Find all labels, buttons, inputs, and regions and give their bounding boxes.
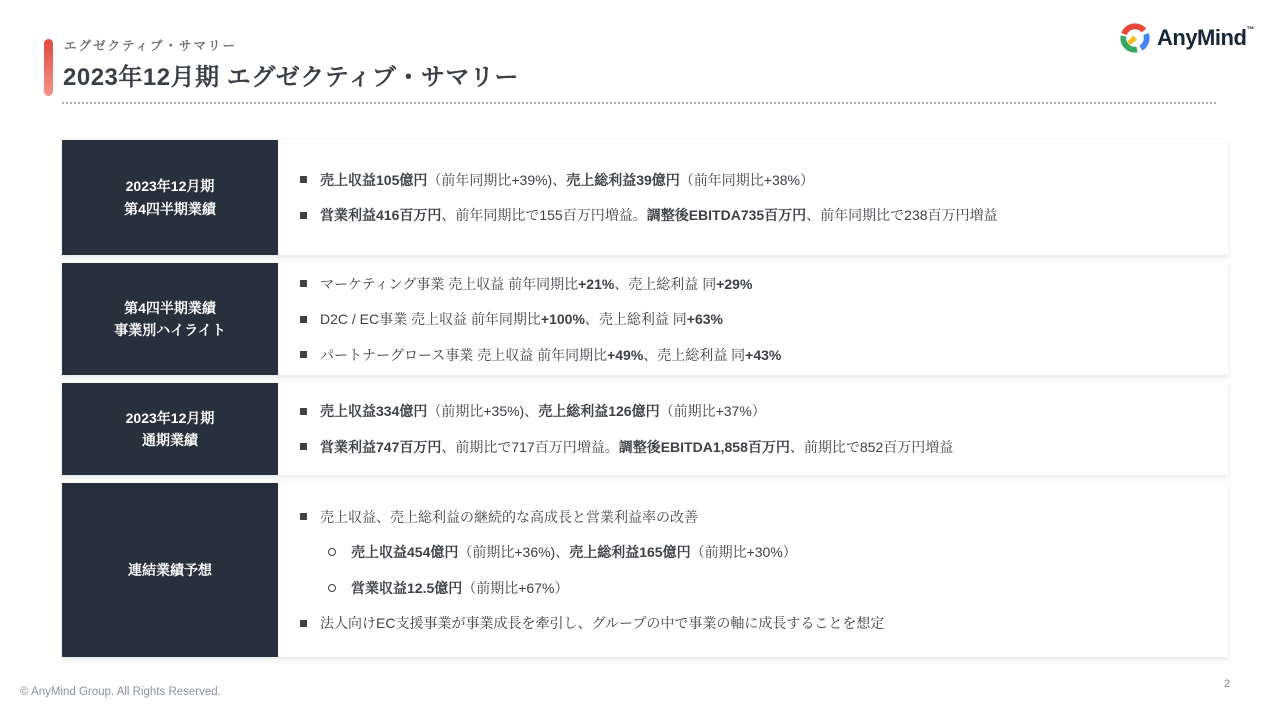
text-segment: （前期比+30%）	[690, 544, 797, 561]
text-segment: 売上収益105億円	[320, 171, 428, 188]
square-bullet-icon	[300, 280, 307, 287]
text-segment: +43%	[745, 346, 782, 363]
copyright-text: © AnyMind Group. All Rights Reserved.	[20, 686, 221, 698]
text-segment: 売上収益454億円	[351, 544, 459, 561]
anymind-logo	[1120, 23, 1254, 53]
text-segment: （前期比+37%）	[659, 403, 766, 420]
square-bullet-icon	[300, 212, 307, 219]
row-label-line: 2023年12月期	[125, 409, 215, 426]
row-content	[280, 263, 1228, 375]
text-segment: +21%	[578, 275, 615, 292]
bullet-text	[320, 613, 884, 633]
text-segment: パートナーグロース事業 売上収益 前年同期比	[320, 346, 608, 363]
text-segment: 、売上総利益 同	[643, 346, 746, 363]
text-segment: 営業利益416百万円	[320, 207, 442, 224]
text-segment: 調整後EBITDA1,858百万円	[618, 438, 790, 455]
bullet-text	[320, 205, 998, 225]
bullet-item	[328, 570, 1204, 606]
row-label	[62, 140, 278, 255]
title-accent-bar	[44, 39, 53, 96]
row-label	[62, 263, 278, 375]
square-bullet-icon	[300, 620, 307, 627]
text-segment: （前期比+35%)、	[427, 403, 539, 420]
row-label-line: 第4四半期業績	[124, 299, 216, 316]
circle-bullet-icon	[328, 584, 336, 592]
bullet-item	[300, 606, 1204, 642]
square-bullet-icon	[300, 316, 307, 323]
anymind-logo-icon	[1120, 23, 1150, 53]
bullet-item	[300, 394, 1204, 430]
row-label-line: 2023年12月期	[125, 178, 215, 195]
row-label	[62, 483, 278, 657]
text-segment: 、売上総利益 同	[614, 275, 717, 292]
text-segment: （前期比+67%）	[462, 579, 569, 596]
row-content	[280, 483, 1228, 657]
bullet-text	[320, 274, 752, 294]
table-row	[62, 483, 1228, 657]
table-row	[62, 263, 1228, 375]
text-segment: +49%	[607, 346, 644, 363]
text-segment: +63%	[686, 311, 723, 327]
bullet-text	[320, 345, 781, 365]
text-segment: 売上収益、売上総利益の継続的な高成長と営業利益率の改善	[320, 508, 698, 525]
bullet-text	[320, 309, 723, 329]
text-segment: 売上収益334億円	[320, 403, 428, 420]
text-segment: 調整後EBITDA735百万円	[646, 207, 807, 224]
logo-trademark: ™	[1246, 25, 1254, 34]
text-segment: 、売上総利益 同	[584, 311, 687, 327]
dotted-divider	[62, 92, 1216, 104]
text-segment: 営業利益747百万円	[320, 438, 442, 455]
circle-bullet-icon	[328, 548, 336, 556]
text-segment: 営業収益12.5億円	[351, 579, 463, 596]
logo-text: AnyMind™	[1157, 25, 1254, 50]
text-segment: 、前年同期比で238百万円増益	[806, 207, 998, 224]
bullet-text	[320, 507, 698, 527]
text-segment: 売上総利益126億円	[538, 403, 660, 420]
text-segment: （前年同期比+39%)、	[427, 171, 567, 188]
bullet-item	[300, 301, 1204, 337]
bullet-item	[300, 429, 1204, 465]
bullet-text	[351, 542, 797, 562]
bullet-item	[300, 198, 1204, 234]
square-bullet-icon	[300, 176, 307, 183]
row-label-line: 連結業績予想	[128, 561, 212, 578]
bullet-text	[320, 437, 953, 457]
square-bullet-icon	[300, 513, 307, 520]
bullet-item	[300, 499, 1204, 535]
page-title: 2023年12月期 エグゼクティブ・サマリー	[63, 64, 519, 91]
row-label-line: 通期業績	[142, 432, 198, 448]
page-eyebrow: エグゼクティブ・サマリー	[64, 39, 238, 53]
text-segment: 、前年同期比で155百万円増益。	[441, 207, 647, 224]
text-segment: 、前期比で717百万円増益。	[441, 438, 619, 455]
bullet-text	[351, 578, 568, 598]
text-segment: D2C / EC事業 売上収益 前年同期比	[320, 311, 541, 327]
text-segment: 売上総利益165億円	[569, 544, 691, 561]
bullet-item	[300, 162, 1204, 198]
text-segment: マーケティング事業 売上収益 前年同期比	[320, 275, 579, 292]
row-label-line: 第4四半期業績	[124, 200, 216, 217]
text-segment: 売上総利益39億円	[566, 171, 680, 188]
bullet-text	[320, 170, 814, 190]
bullet-item	[328, 535, 1204, 571]
row-label-line: 事業別ハイライト	[114, 322, 226, 338]
square-bullet-icon	[300, 443, 307, 450]
bullet-item	[300, 337, 1204, 373]
text-segment: +29%	[716, 275, 753, 292]
text-segment: +100%	[540, 311, 585, 327]
square-bullet-icon	[300, 408, 307, 415]
page-number: 2	[1224, 678, 1231, 690]
text-segment: 法人向けEC支援事業が事業成長を牽引し、グループの中で事業の軸に成長することを想定	[320, 615, 885, 632]
row-content	[280, 140, 1228, 255]
square-bullet-icon	[300, 351, 307, 358]
bullet-item	[300, 266, 1204, 302]
row-label	[62, 383, 278, 475]
table-row	[62, 140, 1228, 255]
text-segment: （前年同期比+38%）	[679, 171, 814, 188]
summary-table	[62, 140, 1228, 657]
bullet-text	[320, 401, 766, 421]
text-segment: 、前期比で852百万円増益	[789, 438, 954, 455]
text-segment: （前期比+36%)、	[458, 544, 570, 561]
table-row	[62, 383, 1228, 475]
row-content	[280, 383, 1228, 475]
